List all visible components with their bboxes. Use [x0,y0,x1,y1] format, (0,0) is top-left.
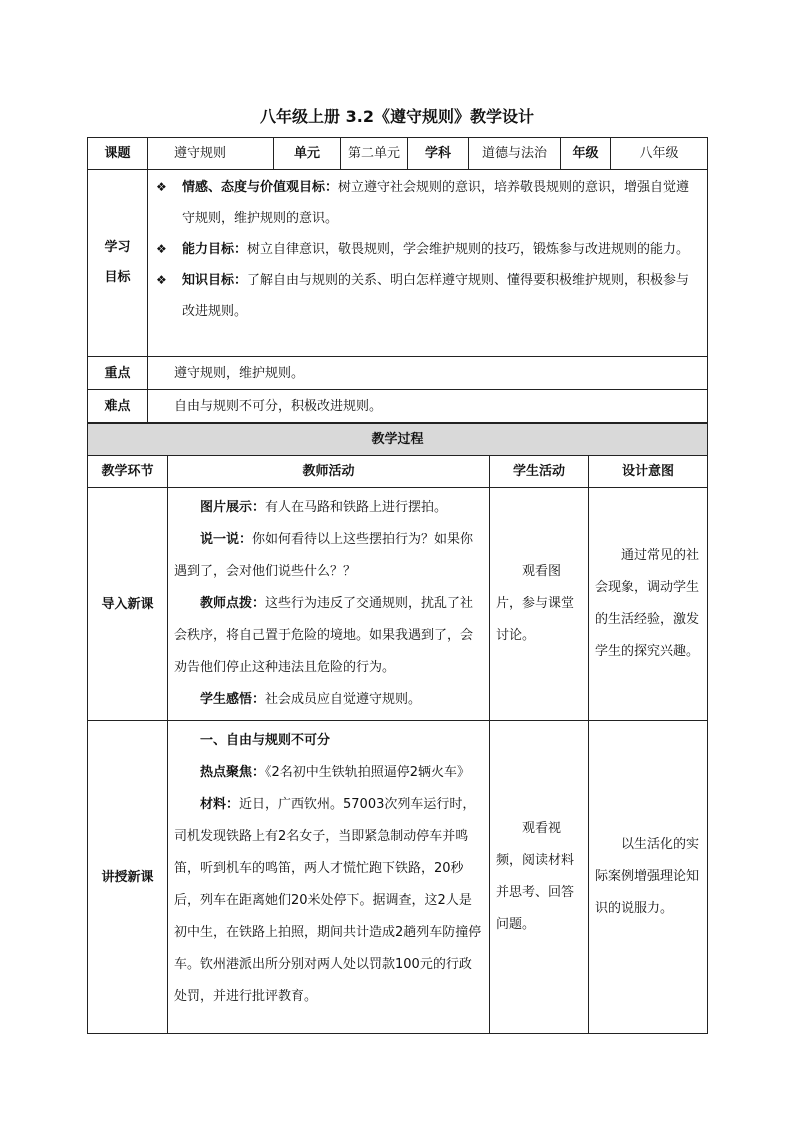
objectives-label-line1: 学习 [104,240,131,255]
diamond-bullet-icon: ❖ [156,242,167,256]
unit-value: 第二单元 [341,138,408,170]
activity-body: 近日，广西钦州。57003次列车运行时，司机发现铁路上有2名女子，当即紧急制动停车并鸣笛，听到机车的鸣笛，两人才慌忙跑下铁路，20秒后，列车在距离她们20米处停下。据调查，这2人是初中生，在铁路上拍照，期间共计造成2趟列车防撞停车。钦州港派出所分别对两人处以罚款100元的行政处罚，并进行批评教育。 [174,797,482,1004]
design-intent-text: 以生活化的实际案例增强理论知识的说服力。 [595,837,700,916]
topic-label: 课题 [88,138,148,170]
grade-value: 八年级 [611,138,708,170]
activity-body: 你如何看待以上这些摆拍行为？如果你遇到了，会对他们说些什么？？ [174,532,474,579]
objective-item [148,234,707,265]
teacher-activity-text [168,488,489,720]
subject-label: 学科 [408,138,469,170]
activity-body: 《2名初中生铁轨拍照逼停2辆火车》 [265,765,471,780]
activity-head: 热点聚焦： [200,765,266,780]
column-header-student: 学生活动 [490,456,589,488]
activity-head: 图片展示： [200,500,266,515]
unit-label: 单元 [274,138,341,170]
design-intent-cell [589,488,708,721]
student-activity-text: 观看图片，参与课堂讨论。 [496,564,575,643]
teacher-activity-text [168,721,489,1017]
objective-body: 树立自律意识，敬畏规则，学会维护规则的技巧，锻炼参与改进规则的能力。 [247,242,690,257]
objectives-label [88,170,148,357]
objective-head: 知识目标： [182,273,248,288]
activity-head: 说一说： [200,532,253,547]
diamond-bullet-icon: ❖ [156,180,167,194]
objective-body: 树立遵守社会规则的意识，培养敬畏规则的意识，增强自觉遵守规则，维护规则的意识。 [182,180,690,226]
objective-item [148,265,707,327]
difficulty-value: 自由与规则不可分，积极改进规则。 [148,390,708,423]
student-activity-text: 观看视频，阅读材料并思考、回答问题。 [496,821,575,932]
activity-body: 这些行为违反了交通规则，扰乱了社会秩序，将自己置于危险的境地。如果我遇到了，会劝告他们停止这种违法且危险的行为。 [174,596,474,675]
grade-label: 年级 [561,138,611,170]
key-point-value: 遵守规则，维护规则。 [148,357,708,390]
teacher-activity-cell [168,721,490,1034]
column-header-stage: 教学环节 [88,456,168,488]
key-point-label: 重点 [88,357,148,390]
teacher-activity-cell [168,488,490,721]
activity-head: 学生感悟： [200,692,266,707]
activity-body: 社会成员应自觉遵守规则。 [265,692,422,707]
topic-value: 遵守规则 [148,138,274,170]
table-row [88,721,708,1034]
activity-body: 有人在马路和铁路上进行摆拍。 [265,500,448,515]
column-header-intent: 设计意图 [589,456,708,488]
objective-head: 情感、态度与价值观目标： [182,180,339,195]
student-activity-cell [490,721,589,1034]
table-row [88,488,708,721]
design-intent-cell [589,721,708,1034]
column-header-teacher: 教师活动 [168,456,490,488]
activity-head: 材料： [200,797,240,812]
objectives-label-line2: 目标 [104,270,131,285]
difficulty-label: 难点 [88,390,148,423]
activity-head: 一、自由与规则不可分 [200,733,331,748]
process-section-title: 教学过程 [88,424,708,456]
page-title: 八年级上册 3.2《遵守规则》教学设计 [260,107,534,126]
objectives-list [148,170,708,357]
design-intent-text: 通过常见的社会现象，调动学生的生活经验，激发学生的探究兴趣。 [595,548,700,659]
objective-item [148,172,707,234]
info-table [87,137,708,423]
objective-head: 能力目标： [182,242,248,257]
stage-cell: 讲授新课 [88,721,168,1034]
stage-cell: 导入新课 [88,488,168,721]
subject-value: 道德与法治 [469,138,561,170]
objective-body: 了解自由与规则的关系、明白怎样遵守规则、懂得要积极维护规则，积极参与改进规则。 [182,273,690,319]
student-activity-cell [490,488,589,721]
diamond-bullet-icon: ❖ [156,273,167,287]
activity-head: 教师点拨： [200,596,266,611]
process-table [87,423,708,1034]
